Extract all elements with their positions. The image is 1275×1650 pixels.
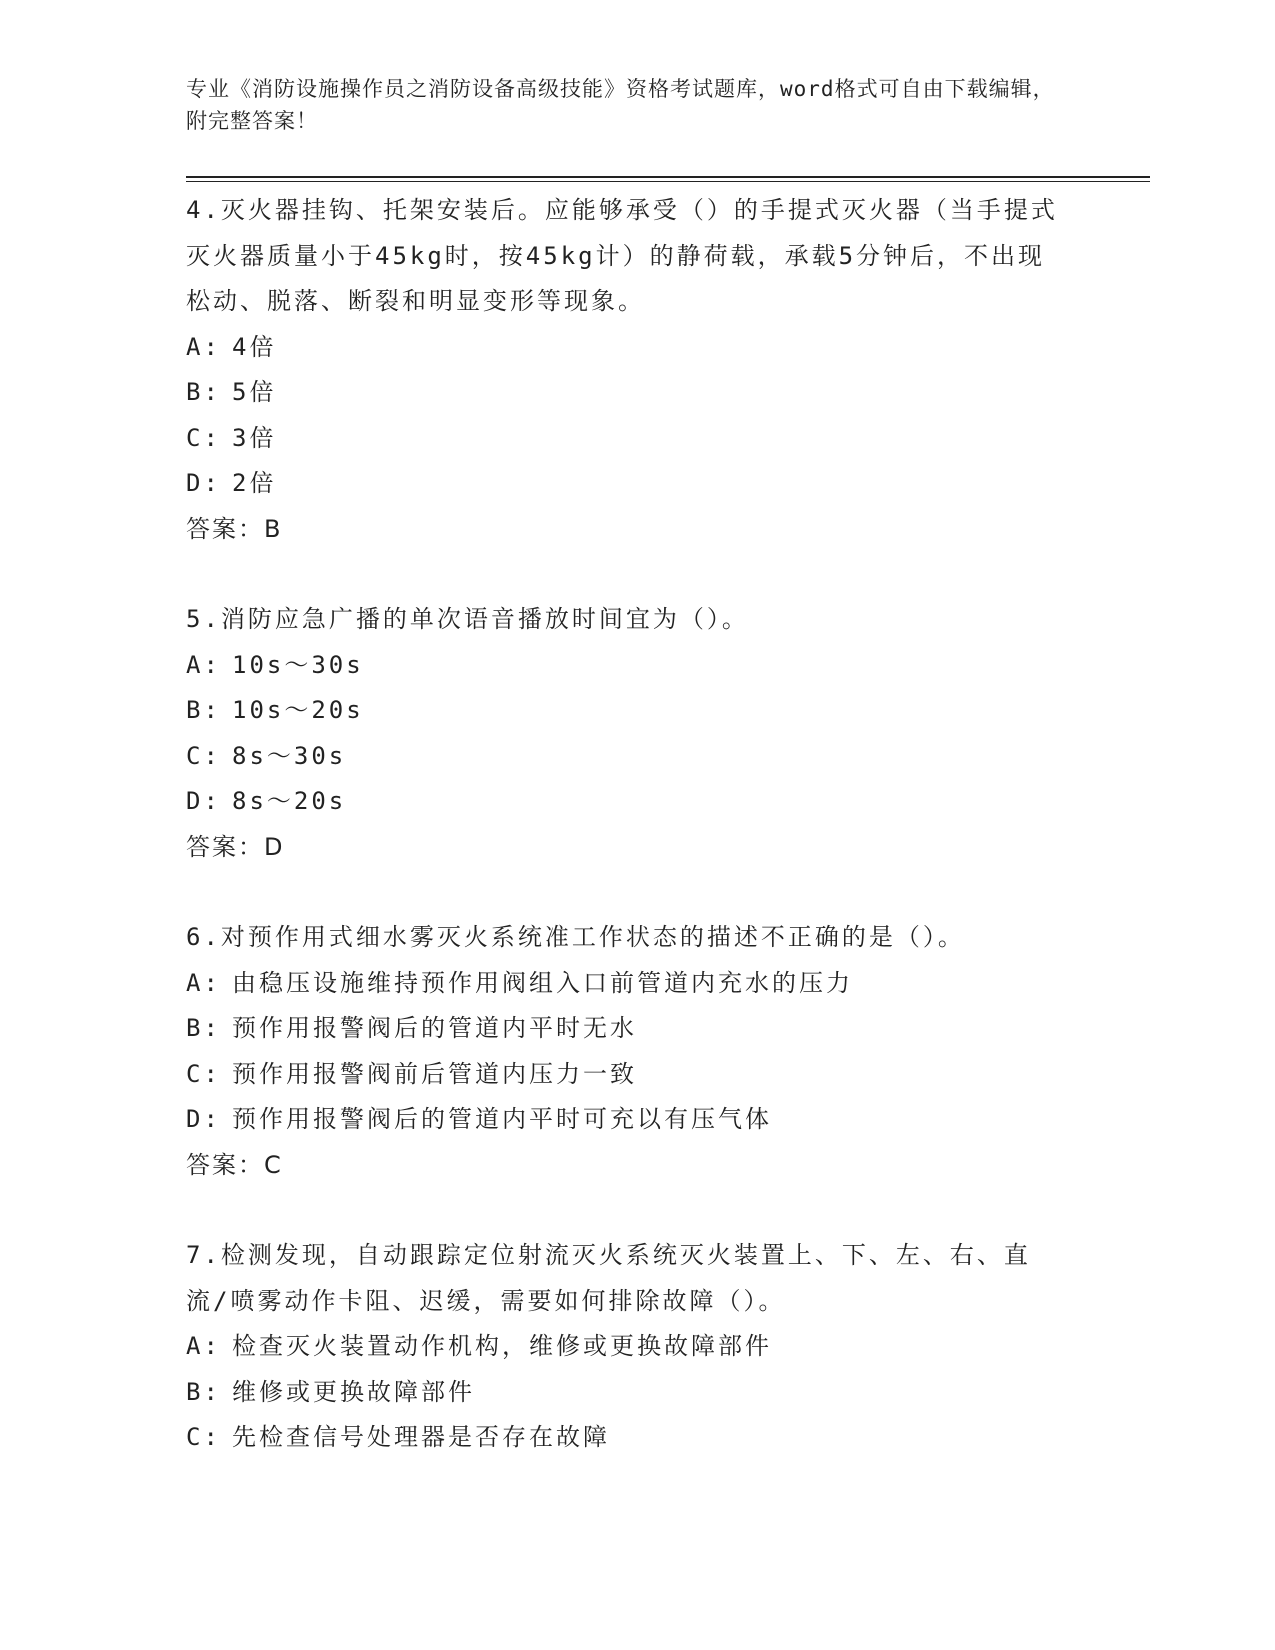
option-c <box>186 416 1066 462</box>
option-text: 预作用报警阀前后管道内压力一致 <box>232 1059 637 1088</box>
option-b <box>186 370 1066 416</box>
option-letter: A: <box>186 968 221 997</box>
question-stem: 6.对预作用式细水雾灭火系统准工作状态的描述不正确的是（）。 <box>186 923 965 951</box>
option-c <box>186 1415 1066 1461</box>
answer-line: 答案：C <box>186 1150 283 1179</box>
question-stem: 4.灭火器挂钩、托架安装后。应能够承受（）的手提式灭火器（当手提式灭火器质量小于45kg时，按45kg计）的静荷载，承载5分钟后，不出现松动、脱落、断裂和明显变形等现象。 <box>186 196 1058 315</box>
option-text: 由稳压设施维持预作用阀组入口前管道内充水的压力 <box>232 968 853 997</box>
option-a <box>186 1324 1066 1370</box>
option-b <box>186 1006 1066 1052</box>
option-letter: C: <box>186 741 221 770</box>
question-7 <box>186 1233 1066 1461</box>
option-text: 检查灭火装置动作机构，维修或更换故障部件 <box>232 1332 772 1360</box>
option-text: 预作用报警阀后的管道内平时可充以有压气体 <box>232 1105 772 1133</box>
option-letter: B: <box>186 378 221 406</box>
option-text: 5倍 <box>232 378 277 406</box>
option-b <box>186 688 1066 734</box>
option-text: 维修或更换故障部件 <box>232 1377 475 1406</box>
option-letter: D: <box>186 787 221 815</box>
option-c <box>186 734 1066 780</box>
option-text: 10s～30s <box>232 650 364 679</box>
document-header: 专业《消防设施操作员之消防设备高级技能》资格考试题库，word格式可自由下载编辑，附完整答案！ <box>186 77 1055 133</box>
option-b <box>186 1370 1066 1416</box>
question-5 <box>186 597 1066 870</box>
question-list <box>186 188 1066 1506</box>
option-letter: C: <box>186 1059 221 1088</box>
option-letter: A: <box>186 1332 221 1360</box>
question-4 <box>186 188 1066 552</box>
option-text: 预作用报警阀后的管道内平时无水 <box>232 1014 637 1042</box>
option-letter: D: <box>186 469 221 497</box>
answer-line: 答案：D <box>186 832 285 861</box>
option-a <box>186 325 1066 371</box>
option-letter: B: <box>186 1014 221 1042</box>
option-letter: B: <box>186 1377 221 1406</box>
option-c <box>186 1052 1066 1098</box>
option-letter: A: <box>186 332 221 361</box>
header-divider-thick <box>186 176 1150 178</box>
option-text: 4倍 <box>232 332 277 361</box>
question-stem: 5.消防应急广播的单次语音播放时间宜为（）。 <box>186 605 749 633</box>
question-stem: 7.检测发现，自动跟踪定位射流灭火系统灭火装置上、下、左、右、直流/喷雾动作卡阻、迟缓，需要如何排除故障（）。 <box>186 1241 1031 1315</box>
answer-line: 答案：B <box>186 514 283 543</box>
header-divider-thin <box>186 181 1150 182</box>
option-text: 8s～20s <box>232 787 347 815</box>
option-letter: B: <box>186 696 221 724</box>
option-letter: C: <box>186 1423 221 1451</box>
option-text: 2倍 <box>232 469 277 497</box>
option-text: 先检查信号处理器是否存在故障 <box>232 1423 610 1451</box>
option-letter: C: <box>186 423 221 452</box>
option-a <box>186 961 1066 1007</box>
option-a <box>186 643 1066 689</box>
option-d <box>186 779 1066 825</box>
question-6 <box>186 915 1066 1188</box>
option-text: 8s～30s <box>232 741 347 770</box>
option-letter: A: <box>186 650 221 679</box>
option-text: 3倍 <box>232 423 277 452</box>
option-text: 10s～20s <box>232 696 364 724</box>
option-d <box>186 461 1066 507</box>
option-d <box>186 1097 1066 1143</box>
option-letter: D: <box>186 1105 221 1133</box>
